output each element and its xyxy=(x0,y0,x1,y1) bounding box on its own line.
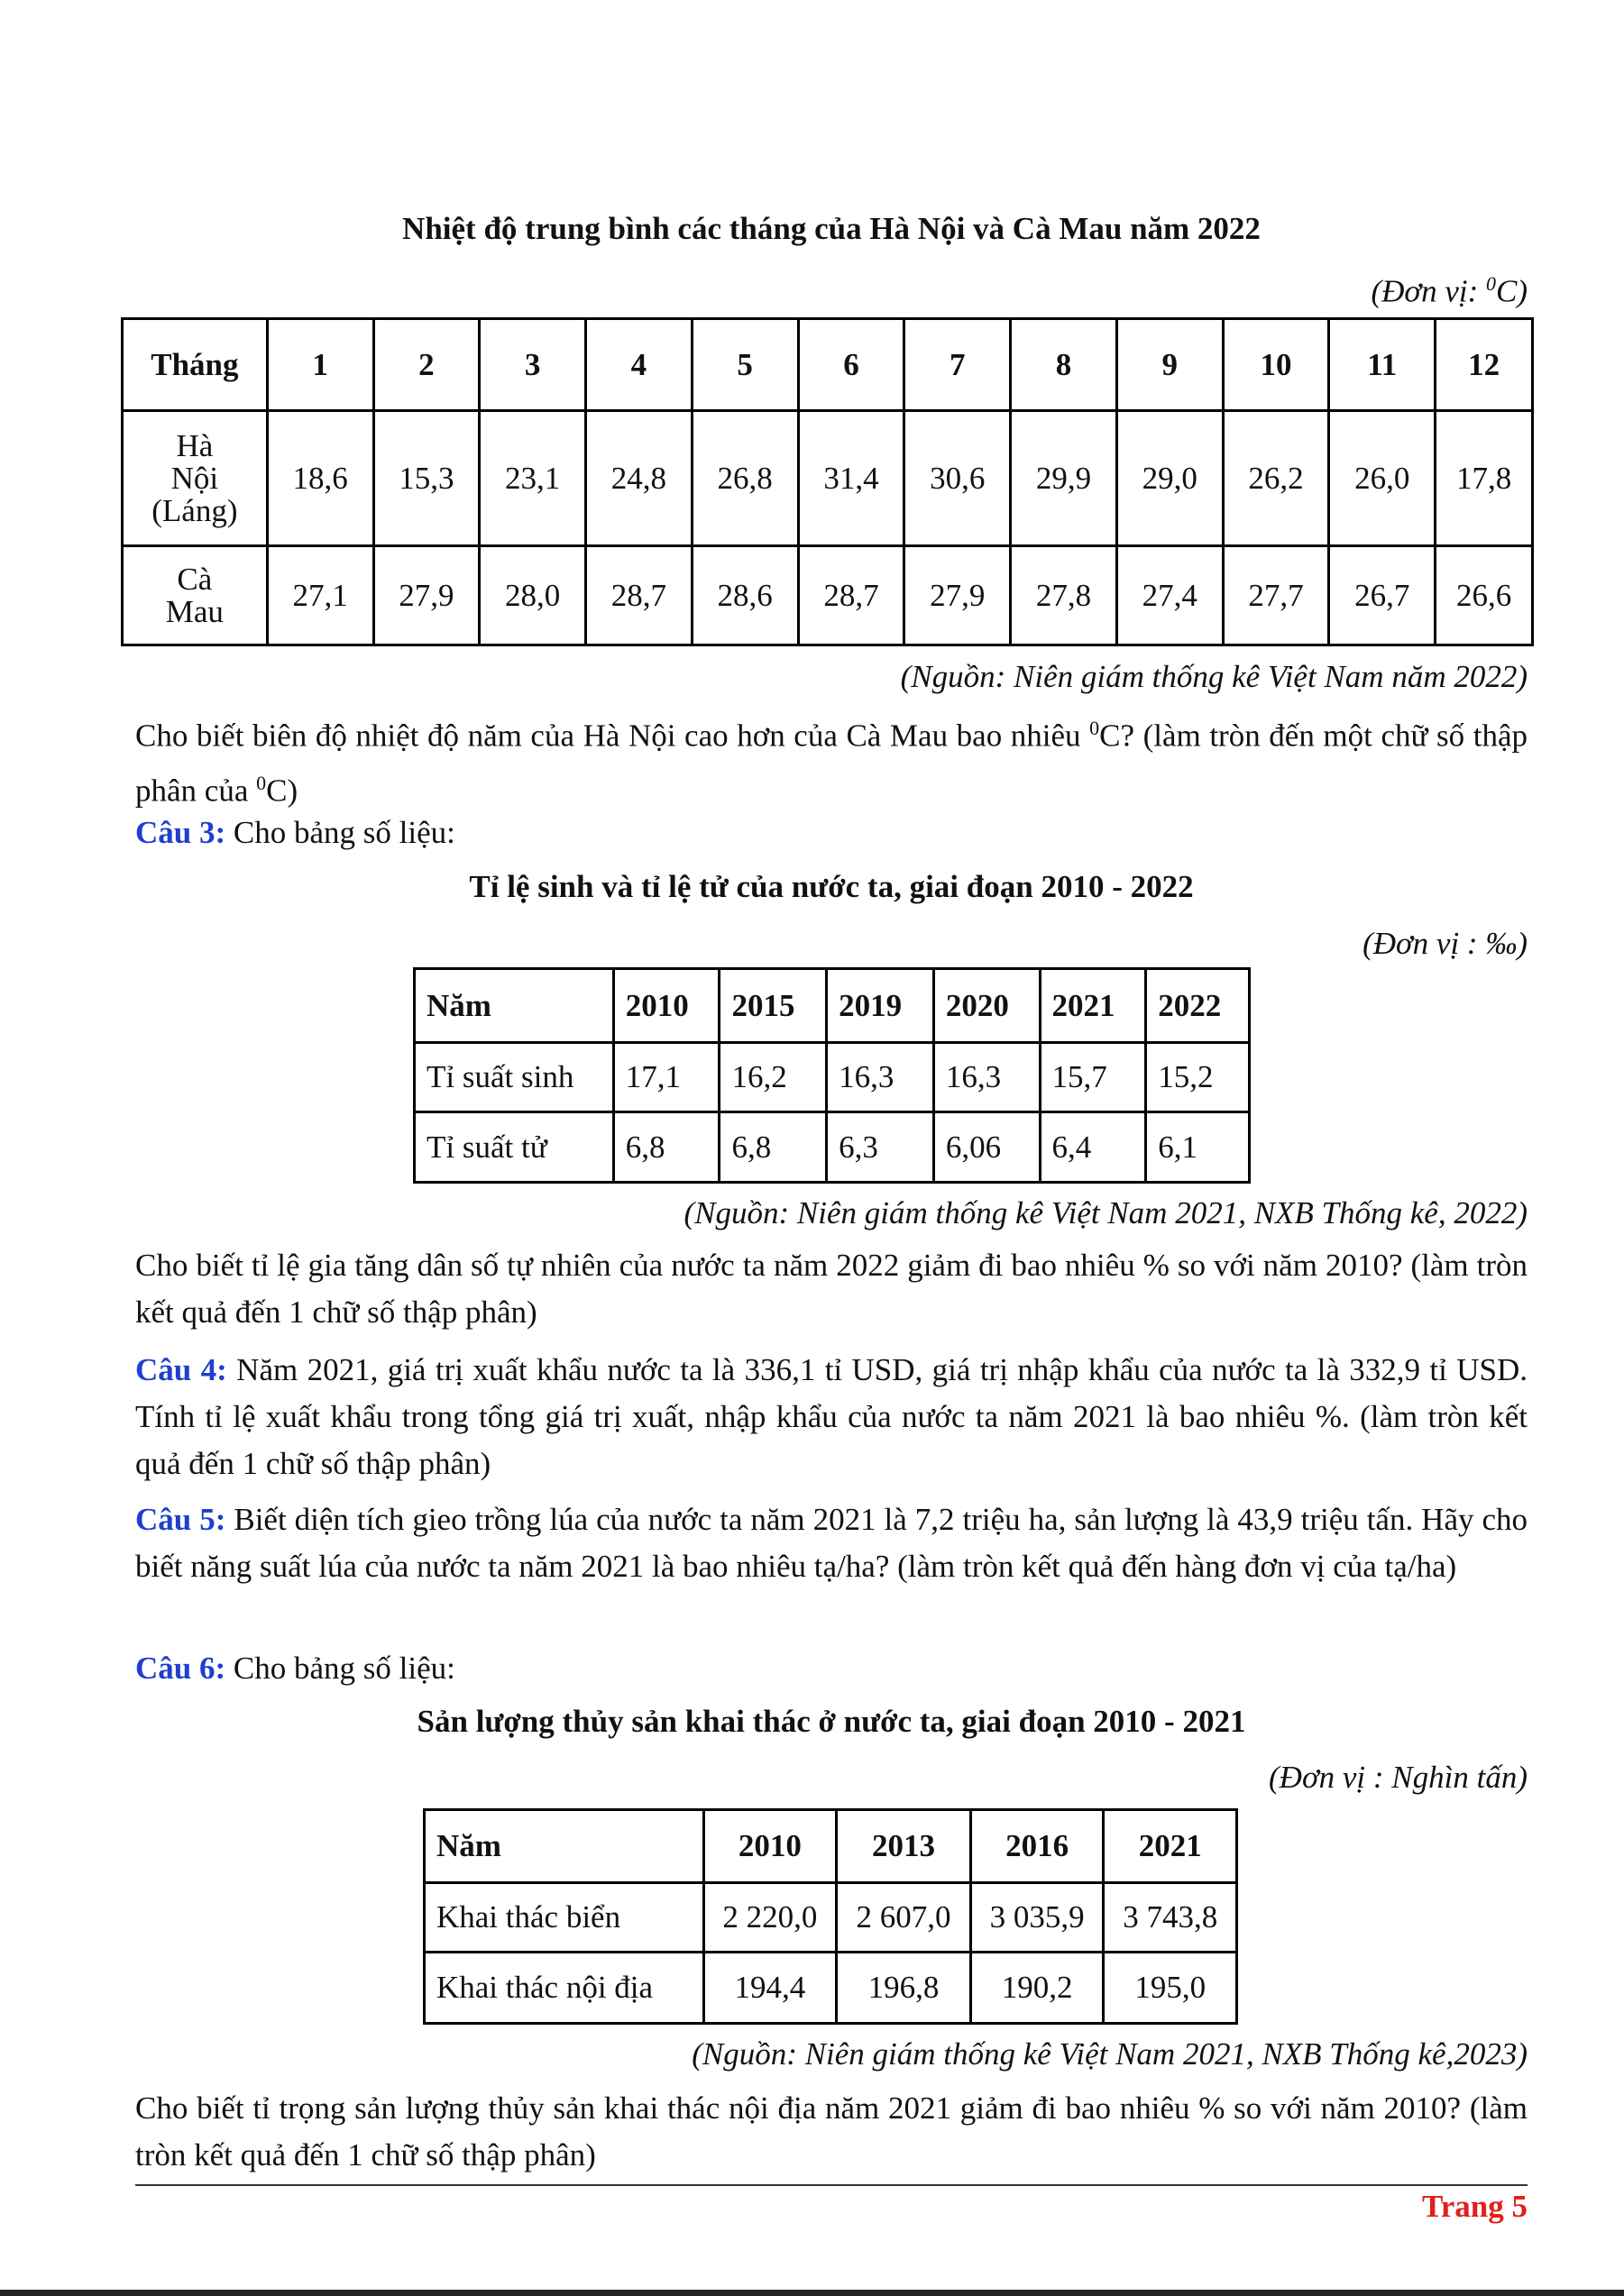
table-cell: 26,7 xyxy=(1329,546,1436,645)
table-cell: 16,3 xyxy=(827,1043,934,1112)
table-row xyxy=(415,1112,1250,1183)
month-header: 10 xyxy=(1223,319,1329,411)
table-cell: 28,6 xyxy=(692,546,798,645)
table-cell: 15,7 xyxy=(1040,1043,1146,1112)
month-header: 11 xyxy=(1329,319,1436,411)
month-header: 5 xyxy=(692,319,798,411)
table-cell: 27,7 xyxy=(1223,546,1329,645)
page-number: Trang 5 xyxy=(1422,2189,1528,2224)
table-cell: 6,06 xyxy=(933,1112,1040,1183)
table-cell: 17,1 xyxy=(613,1043,720,1112)
header-label: Tháng xyxy=(123,319,268,411)
row-label: Tỉ suất sinh xyxy=(415,1043,614,1112)
year-header: 2010 xyxy=(703,1810,837,1883)
row-label: Khai thác biển xyxy=(425,1883,704,1953)
table-cell: 195,0 xyxy=(1104,1953,1237,2024)
table2-source: (Nguồn: Niên giám thống kê Việt Nam 2021, NXB Thống kê, 2022) xyxy=(684,1195,1528,1230)
table-cell: 23,1 xyxy=(480,411,586,546)
question-3-intro: Câu 3: Cho bảng số liệu: xyxy=(135,815,455,850)
year-header: 2020 xyxy=(933,969,1040,1043)
year-header: 2013 xyxy=(837,1810,971,1883)
table3-unit: (Đơn vị : Nghìn tấn) xyxy=(1269,1760,1528,1795)
fishery-output-table xyxy=(423,1808,1238,2025)
month-header: 1 xyxy=(267,319,373,411)
table-cell: 26,2 xyxy=(1223,411,1329,546)
table1-title: Nhiệt độ trung bình các tháng của Hà Nội và Cà Mau năm 2022 xyxy=(402,211,1261,246)
table-row xyxy=(123,411,1533,546)
row-label: Tỉ suất tử xyxy=(415,1112,614,1183)
table-cell: 6,4 xyxy=(1040,1112,1146,1183)
year-header: 2021 xyxy=(1104,1810,1237,1883)
month-header: 4 xyxy=(586,319,693,411)
table-cell: 16,3 xyxy=(933,1043,1040,1112)
row-label-hanoi: Hà Nội (Láng) xyxy=(123,411,268,546)
table-cell: 17,8 xyxy=(1436,411,1533,546)
table1-unit: (Đơn vị: $^0$C) xyxy=(1371,272,1528,309)
question-4-text: Câu 4: Năm 2021, giá trị xuất khẩu nước ta là 336,1 tỉ USD, giá trị nhập khẩu của nước ta là 332,9 tỉ USD. Tính tỉ lệ xuất khẩu trong tổng giá trị xuất, nhập khẩu của nước ta năm 2021 là bao nhiêu %. (làm tròn kết quả đến 1 chữ số thập phân) xyxy=(135,1352,1528,1481)
table-cell: 28,7 xyxy=(798,546,904,645)
question-6-text: Cho biết tỉ trọng sản lượng thủy sản khai thác nội địa năm 2021 giảm đi bao nhiêu % so với năm 2010? (làm tròn kết quả đến 1 chữ số thập phân) xyxy=(135,2090,1528,2173)
year-header: 2010 xyxy=(613,969,720,1043)
table-cell: 18,6 xyxy=(267,411,373,546)
year-header: 2021 xyxy=(1040,969,1146,1043)
table-row xyxy=(425,1883,1237,1953)
table-cell: 194,4 xyxy=(703,1953,837,2024)
header-label: Năm xyxy=(425,1810,704,1883)
table-cell: 2 220,0 xyxy=(703,1883,837,1953)
table-cell: 27,8 xyxy=(1011,546,1117,645)
table-row xyxy=(415,1043,1250,1112)
table-cell: 6,8 xyxy=(613,1112,720,1183)
table-cell: 16,2 xyxy=(720,1043,827,1112)
table-row xyxy=(123,546,1533,645)
month-header: 9 xyxy=(1116,319,1223,411)
month-header: 6 xyxy=(798,319,904,411)
table-cell: 27,9 xyxy=(904,546,1011,645)
temperature-table xyxy=(121,317,1534,646)
header-label: Năm xyxy=(415,969,614,1043)
table-cell: 3 035,9 xyxy=(970,1883,1104,1953)
question-3-text: Cho biết tỉ lệ gia tăng dân số tự nhiên của nước ta năm 2022 giảm đi bao nhiêu % so với năm 2010? (làm tròn kết quả đến 1 chữ số thập phân) xyxy=(135,1248,1528,1330)
table3-source: (Nguồn: Niên giám thống kê Việt Nam 2021, NXB Thống kê,2023) xyxy=(692,2036,1528,2072)
table-cell: 24,8 xyxy=(586,411,693,546)
table-cell: 28,7 xyxy=(586,546,693,645)
table3-title: Sản lượng thủy sản khai thác ở nước ta, giai đoạn 2010 - 2021 xyxy=(417,1704,1246,1739)
table-cell: 6,8 xyxy=(720,1112,827,1183)
year-header: 2022 xyxy=(1146,969,1250,1043)
bottom-edge-bar xyxy=(0,2290,1624,2296)
table2-title: Tỉ lệ sinh và tỉ lệ tử của nước ta, giai đoạn 2010 - 2022 xyxy=(469,869,1194,904)
year-header: 2015 xyxy=(720,969,827,1043)
table3-header-row xyxy=(425,1810,1237,1883)
table-cell: 15,3 xyxy=(373,411,480,546)
table-cell: 2 607,0 xyxy=(837,1883,971,1953)
month-header: 7 xyxy=(904,319,1011,411)
table-cell: 190,2 xyxy=(970,1953,1104,2024)
table-cell: 6,1 xyxy=(1146,1112,1250,1183)
row-label: Khai thác nội địa xyxy=(425,1953,704,2024)
table-cell: 26,8 xyxy=(692,411,798,546)
table-cell: 27,4 xyxy=(1116,546,1223,645)
table-cell: 31,4 xyxy=(798,411,904,546)
row-label-camau: Cà Mau xyxy=(123,546,268,645)
footer-divider xyxy=(135,2184,1528,2186)
table-cell: 3 743,8 xyxy=(1104,1883,1237,1953)
month-header: 12 xyxy=(1436,319,1533,411)
question-2-text: Cho biết biên độ nhiệt độ năm của Hà Nội cao hơn của Cà Mau bao nhiêu $^0$C? (làm tròn đến một chữ số thập phân của $^0$C) xyxy=(135,717,1528,809)
table-cell: 28,0 xyxy=(480,546,586,645)
year-header: 2019 xyxy=(827,969,934,1043)
table-row xyxy=(425,1953,1237,2024)
table-cell: 6,3 xyxy=(827,1112,934,1183)
document-page xyxy=(135,0,1528,2296)
table2-unit: (Đơn vị : ‰) xyxy=(1363,926,1528,961)
table-cell: 26,0 xyxy=(1329,411,1436,546)
table-cell: 29,0 xyxy=(1116,411,1223,546)
table2-header-row xyxy=(415,969,1250,1043)
month-header: 2 xyxy=(373,319,480,411)
table1-source: (Nguồn: Niên giám thống kê Việt Nam năm 2022) xyxy=(900,659,1528,694)
table1-header-row xyxy=(123,319,1533,411)
table-cell: 27,1 xyxy=(267,546,373,645)
birth-death-rate-table xyxy=(413,967,1251,1184)
month-header: 3 xyxy=(480,319,586,411)
table-cell: 196,8 xyxy=(837,1953,971,2024)
table-cell: 30,6 xyxy=(904,411,1011,546)
table-cell: 15,2 xyxy=(1146,1043,1250,1112)
table-cell: 27,9 xyxy=(373,546,480,645)
question-6-intro: Câu 6: Cho bảng số liệu: xyxy=(135,1651,455,1686)
year-header: 2016 xyxy=(970,1810,1104,1883)
table-cell: 26,6 xyxy=(1436,546,1533,645)
table-cell: 29,9 xyxy=(1011,411,1117,546)
question-5-text: Câu 5: Biết diện tích gieo trồng lúa của nước ta năm 2021 là 7,2 triệu ha, sản lượng là 43,9 triệu tấn. Hãy cho biết năng suất lúa của nước ta năm 2021 là bao nhiêu tạ/ha? (làm tròn kết quả đến hàng đơn vị của tạ/ha) xyxy=(135,1502,1528,1584)
month-header: 8 xyxy=(1011,319,1117,411)
